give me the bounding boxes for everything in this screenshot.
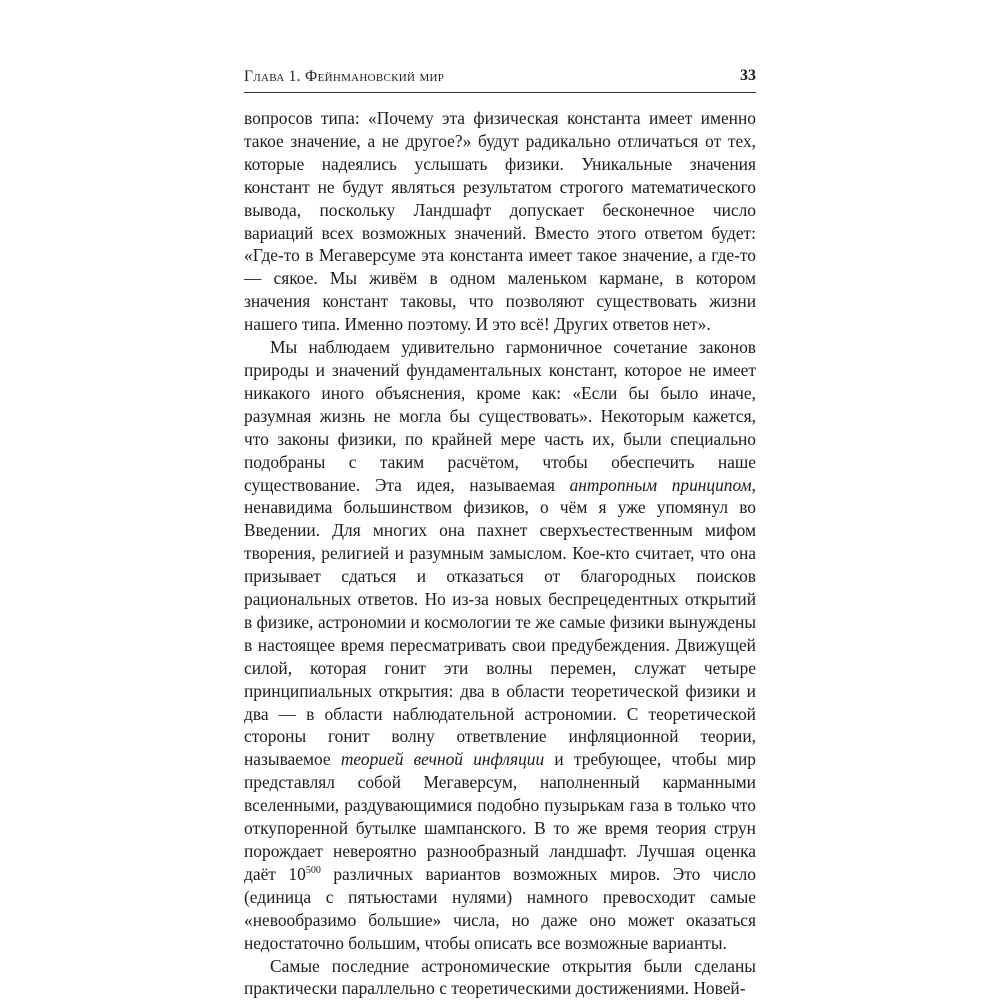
paragraph-3: Самые последние астрономические открытия были сделаны практически параллельно с теоретическими достижениями. Новей- — [244, 955, 756, 999]
paragraph-2 — [244, 336, 756, 954]
paragraph-2-text-b: , ненавидима большинством физиков, о чём я уже упомянул во Введении. Для многих она пахнет сверхъестественным мифом творения, религией и разумным замыслом. Кое-кто считает, что она призывает сдаться и отказаться от благородных поисков рациональных ответов. Но из-за новых беспрецедентных открытий в физике, астрономии и космологии те же самые физики вынуждены в настоящее время пересматривать свои предубеждения. Движущей силой, которая гонит эти волны перемен, служат четыре принципиальных открытия: два в области теоретической физики и два — в области наблюдательной астрономии. С теоретической стороны гонит волну ответвление инфляционной теории, называемое — [244, 474, 756, 770]
paragraph-2-text-a: Мы наблюдаем удивительно гармоничное сочетание законов природы и значений фундаментальных констант, которое не имеет никакого иного объяснения, кроме как: «Если бы было иначе, разумная жизнь не могла бы существовать». Некоторым кажется, что законы физики, по крайней мере часть их, были специально подобраны с таким расчётом, чтобы обеспечить наше существование. Эта идея, называемая — [244, 337, 756, 495]
power-exponent: 500 — [305, 864, 321, 876]
chapter-title: Глава 1. Фейнмановский мир — [244, 68, 445, 85]
anthropic-principle-term: антропным принципом — [569, 474, 752, 495]
paragraph-2-text-d: различных вариантов возможных миров. Это число (единица с пятьюстами нулями) намного превосходит самые «невообразимо большие» числа, но даже оно может оказаться недостаточно большим, чтобы описать все возможные варианты. — [244, 863, 756, 953]
eternal-inflation-term: теорией вечной инфляции — [340, 749, 545, 770]
running-header — [244, 66, 756, 93]
body-text — [244, 107, 756, 1000]
paragraph-1: вопросов типа: «Почему эта физическая константа имеет именно такое значение, а не другое?» будут радикально отличаться от тех, которые надеялись услышать физики. Уникальные значения констант не будут являться результатом строгого математического вывода, поскольку Ландшафт допускает бесконечное число вариаций всех возможных значений. Вместо этого ответом будет: «Где-то в Мегаверсуме эта константа имеет такое значение, а где-то — сякое. Мы живём в одном маленьком кармане, в котором значения констант таковы, что позволяют существовать жизни нашего типа. Именно поэтому. И это всё! Других ответов нет». — [244, 108, 756, 335]
paragraph-2-text-c: и требующее, чтобы мир представлял собой Мегаверсум, наполненный карманными вселенными, раздувающимися подобно пузырькам газа в только что откупоренной бутылке шампанского. В то же время теория струн порождает невероятно разнообразный ландшафт. Лучшая оценка даёт — [244, 749, 756, 884]
power-base: 10 — [288, 863, 306, 884]
page-number: 33 — [740, 67, 756, 84]
